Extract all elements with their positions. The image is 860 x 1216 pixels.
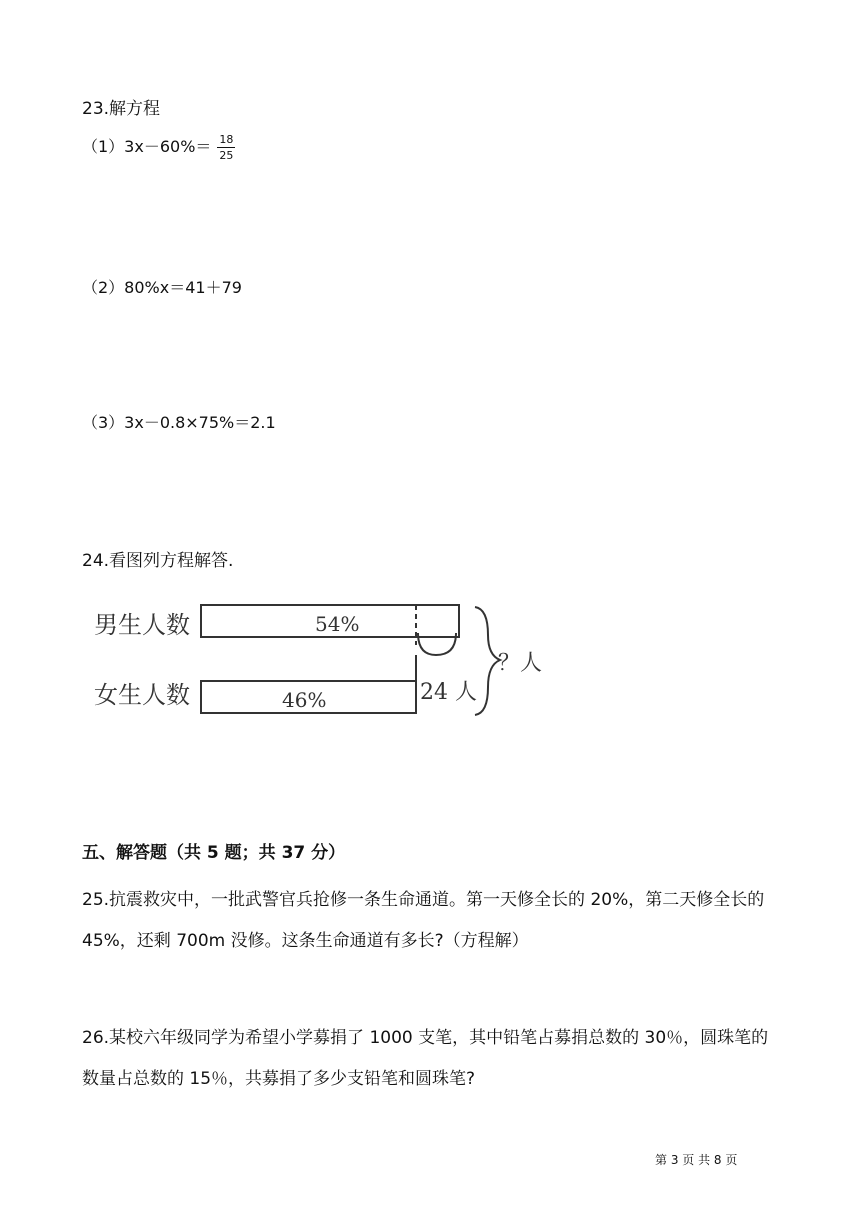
q26-text: 26.某校六年级同学为希望小学募捐了 1000 支笔，其中铅笔占募捐总数的 30％，圆珠笔的数量占总数的 15％，共募捐了多少支铅笔和圆珠笔? xyxy=(82,1028,769,1089)
girls-percent: 46% xyxy=(282,688,327,712)
q23-equation-1 xyxy=(82,133,235,162)
fraction-numerator: 18 xyxy=(219,133,234,146)
fraction xyxy=(217,133,235,162)
q24-bar-diagram xyxy=(90,595,550,725)
q23-equation-3: （3）3x－0.8×75%＝2.1 xyxy=(82,413,276,432)
equation-1-text: （1）3x－60%＝ xyxy=(82,137,212,156)
q25-text: 25.抗震救灾中，一批武警官兵抢修一条生命通道。第一天修全长的 20%，第二天修全长的 45%，还剩 700m 没修。这条生命通道有多长?（方程解） xyxy=(82,890,765,951)
section-5-title: 五、解答题（共 5 题；共 37 分） xyxy=(82,843,346,863)
total-brace xyxy=(475,607,500,715)
q24-title: 24.看图列方程解答. xyxy=(82,551,234,571)
q23-title: 23.解方程 xyxy=(82,99,161,119)
boys-label: 男生人数 xyxy=(94,611,190,639)
total-label: ？人 xyxy=(498,651,543,676)
difference-label: 24 人 xyxy=(420,680,477,705)
fraction-denominator: 25 xyxy=(219,149,234,162)
girls-label: 女生人数 xyxy=(94,681,190,709)
q23-equation-2: （2）80%x＝41＋79 xyxy=(82,278,242,297)
boys-percent: 54% xyxy=(315,612,360,636)
fraction-bar xyxy=(217,147,235,148)
page-footer: 第 3 页 共 8 页 xyxy=(655,1153,738,1167)
